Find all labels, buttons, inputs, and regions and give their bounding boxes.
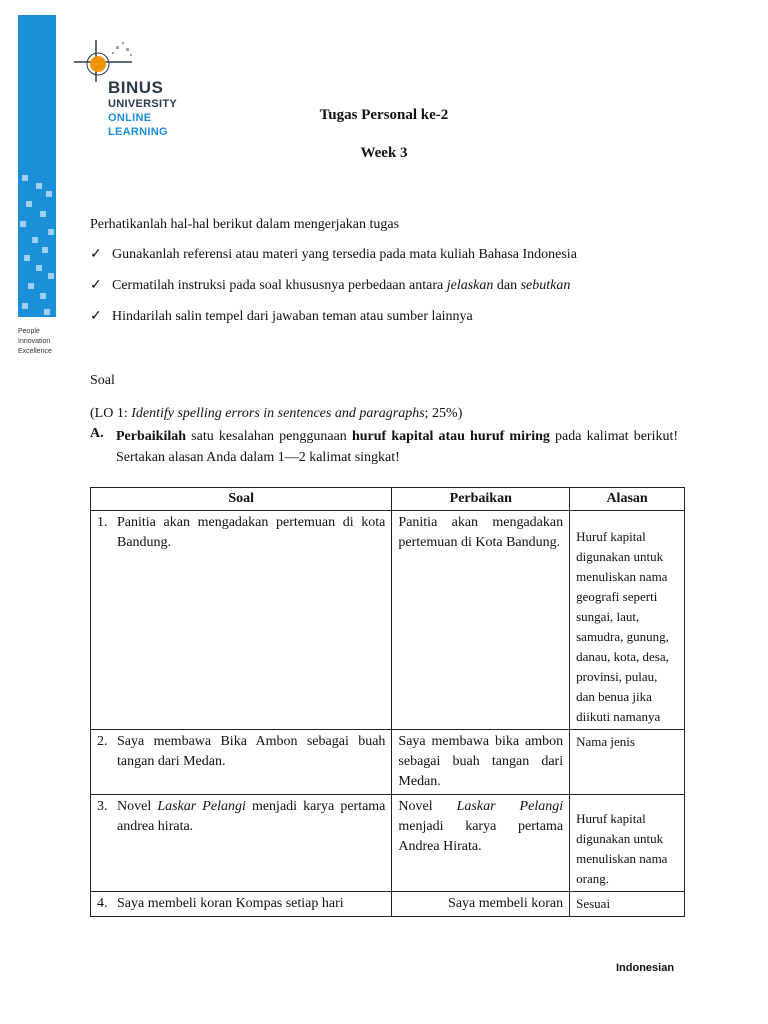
answer-table: [90, 487, 685, 917]
perbaikan-cell: Saya membeli koran: [392, 892, 570, 917]
alasan-cell: Huruf kapital digunakan untuk menuliskan nama geografi seperti sungai, laut, samudra, gunung, danau, kota, desa, provinsi, pulau, dan benua jika diikuti namanya: [570, 511, 685, 730]
soal-cell: 2. Saya membawa Bika Ambon sebagai buah tangan dari Medan.: [91, 730, 392, 795]
perbaikan-cell: Panitia akan mengadakan pertemuan di Kota Bandung.: [392, 511, 570, 730]
checklist-item: ✓ Hindarilah salin tempel dari jawaban teman atau sumber lainnya: [90, 307, 473, 327]
intro-text: Perhatikanlah hal-hal berikut dalam mengerjakan tugas: [90, 217, 400, 232]
section-label: Soal: [90, 373, 115, 388]
checklist-item: ✓ Gunakanlah referensi atau materi yang tersedia pada mata kuliah Bahasa Indonesia: [90, 245, 577, 265]
checkmark-icon: ✓: [90, 247, 102, 262]
soal-cell: 4. Saya membeli koran Kompas setiap hari: [91, 892, 392, 917]
learning-outcome: (LO 1: Identify spelling errors in sentences and paragraphs; 25%): [90, 406, 463, 421]
checkmark-icon: ✓: [90, 278, 102, 293]
logo-wordmark: BINUS: [108, 78, 164, 97]
header-perbaikan: Perbaikan: [392, 488, 570, 511]
checklist-item: ✓ Cermatilah instruksi pada soal khususnya perbedaan antara jelaskan dan sebutkan: [90, 276, 570, 296]
table-row: [91, 730, 685, 795]
soal-cell: 1. Panitia akan mengadakan pertemuan di kota Bandung.: [91, 511, 392, 730]
table-row: [91, 892, 685, 917]
header-soal: Soal: [91, 488, 392, 511]
table-row: [91, 795, 685, 892]
footer-course-label: Indonesian: [616, 962, 675, 974]
alasan-cell: Huruf kapital digunakan untuk menuliskan nama orang.: [570, 795, 685, 892]
table-header-row: [91, 488, 685, 511]
question-label: A.: [90, 426, 104, 441]
document-title: Tugas Personal ke-2: [319, 107, 449, 123]
header-alasan: Alasan: [570, 488, 685, 511]
checkmark-icon: ✓: [90, 309, 102, 324]
document-subtitle: Week 3: [360, 145, 408, 161]
logo-university: UNIVERSITY: [108, 98, 178, 110]
logo-online: ONLINE: [108, 112, 152, 124]
question-text: Perbaikilah satu kesalahan penggunaan huruf kapital atau huruf miring pada kalimat berikut! Sertakan alasan Anda dalam 1—2 kalimat singkat!: [116, 429, 679, 465]
binus-logo: [72, 34, 192, 144]
soal-cell: 3. Novel Laskar Pelangi menjadi karya pertama andrea hirata.: [91, 795, 392, 892]
brand-side-stripe: [18, 15, 56, 317]
logo-learning: LEARNING: [108, 126, 168, 138]
perbaikan-cell: Saya membawa bika ambon sebagai buah tangan dari Medan.: [392, 730, 570, 795]
binus-logo-mark-icon: [72, 34, 152, 84]
alasan-cell: Sesuai: [570, 892, 685, 917]
table-row: [91, 511, 685, 730]
brand-tagline: People Innovation Excellence: [18, 328, 52, 355]
perbaikan-cell: Novel Laskar Pelangi menjadi karya pertama Andrea Hirata.: [392, 795, 570, 892]
alasan-cell: Nama jenis: [570, 730, 685, 795]
